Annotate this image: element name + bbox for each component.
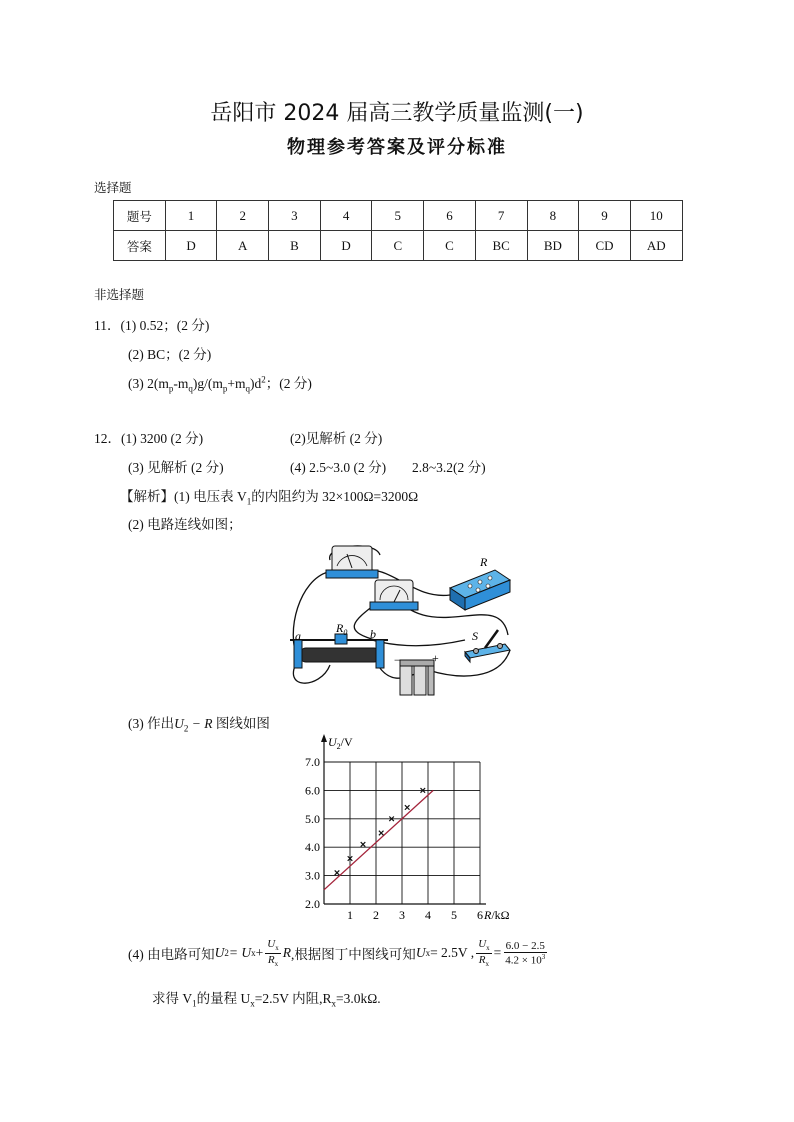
- answer-table: [113, 200, 683, 261]
- chart-grid: [324, 762, 480, 904]
- table-row-numbers: [114, 201, 683, 231]
- table-cell: 10: [630, 201, 682, 231]
- y-tick-label: 7.0: [305, 755, 320, 769]
- label-plus: +: [432, 651, 439, 665]
- x-tick-label: 5: [451, 908, 457, 922]
- table-cell: 7: [475, 201, 527, 231]
- voltmeter-1-icon: [326, 546, 378, 578]
- y-tick-label: 2.0: [305, 897, 320, 911]
- nonchoice-section-label: 非选择题: [94, 287, 145, 302]
- fraction-ux-rx-2: $\frac{U_x}{R_x}$: [478, 938, 490, 968]
- x-tick-label: 6: [477, 908, 483, 922]
- y-tick-label: 5.0: [305, 811, 320, 826]
- table-cell: D: [320, 231, 372, 261]
- x-tick-label: 1: [347, 908, 353, 922]
- circuit-diagram: [280, 540, 520, 702]
- label-S: S: [472, 629, 478, 643]
- label-b: b: [370, 627, 376, 641]
- data-point: [379, 831, 384, 836]
- q12-line-2c: 2.8~3.2(2 分): [412, 460, 486, 475]
- data-point: [361, 842, 366, 847]
- table-cell: BD: [527, 231, 579, 261]
- x-tick-label: 2: [373, 908, 379, 922]
- y-axis-arrow: [321, 734, 327, 742]
- q12-explanation-1: 【解析】(1) 电压表 $V_1$的内阻约为 32×100Ω=3200Ω: [120, 489, 419, 507]
- table-cell: C: [424, 231, 476, 261]
- label-a: a: [295, 629, 301, 643]
- label-R: R: [480, 555, 488, 569]
- row-head-question: 题号: [114, 201, 166, 231]
- table-cell: BC: [475, 231, 527, 261]
- table-cell: 9: [579, 201, 631, 231]
- table-row-answers: [114, 231, 683, 261]
- table-cell: 6: [424, 201, 476, 231]
- q11-line-1: 11．(1) 0.52；(2 分): [94, 318, 210, 333]
- label-minus: −: [394, 653, 401, 667]
- voltmeter-2-icon: [370, 580, 418, 610]
- choice-section-label: 选择题: [94, 180, 132, 195]
- x-axis-label: R/kΩ: [484, 908, 510, 922]
- fraction-numeric: $\frac{6.0 - 2.5}{4.2 \times 10^3}$: [505, 939, 546, 967]
- x-tick-label: 4: [425, 908, 431, 922]
- q11-line-3: (3) $2(m_p-m_q)g/(m_p+m_q)d^2$；(2 分): [128, 374, 312, 394]
- row-head-answer: 答案: [114, 231, 166, 261]
- q12-line-1a: 12．(1) 3200 (2 分): [94, 431, 204, 446]
- table-cell: C: [372, 231, 424, 261]
- page-subtitle: 物理参考答案及评分标准: [287, 137, 507, 158]
- chart-marks: [324, 788, 433, 890]
- y-tick-label: 6.0: [305, 783, 320, 798]
- table-cell: 1: [165, 201, 217, 231]
- y-tick-label: 3.0: [305, 868, 320, 883]
- table-cell: 2: [217, 201, 269, 231]
- data-point: [335, 870, 340, 875]
- table-cell: A: [217, 231, 269, 261]
- data-point: [405, 805, 410, 810]
- fit-line: [324, 790, 433, 889]
- y-axis-label: $U_2/V$: [328, 735, 353, 751]
- q12-explanation-2: (2) 电路连线如图；: [128, 517, 242, 532]
- q12-number: 12．: [94, 431, 121, 446]
- table-cell: D: [165, 231, 217, 261]
- table-cell: AD: [630, 231, 682, 261]
- resistance-box-icon: [450, 570, 510, 610]
- label-R0: $R_0$: [336, 621, 348, 637]
- table-cell: 8: [527, 201, 579, 231]
- table-cell: B: [269, 231, 321, 261]
- q12-step-3: (3) 作出$U_2 - R$ 图线如图: [128, 716, 270, 734]
- table-cell: 4: [320, 201, 372, 231]
- q12-line-2b: (4) 2.5~3.0 (2 分): [290, 460, 387, 475]
- y-tick-label: 4.0: [305, 840, 320, 855]
- page-title: 岳阳市 2024 届高三教学质量监测(一): [210, 101, 584, 126]
- q12-line-1b: (2)见解析 (2 分): [290, 431, 383, 446]
- q11-number: 11．: [94, 318, 121, 333]
- table-cell: 3: [269, 201, 321, 231]
- q11-line-2: (2) BC；(2 分): [128, 347, 212, 362]
- table-cell: CD: [579, 231, 631, 261]
- x-tick-label: 3: [399, 908, 405, 922]
- q12-step-5: 求得 $V_1$的量程 $U_x=2.5V$ 内阻$,R_x=3.0k\Omega$.: [152, 991, 381, 1009]
- u2-r-chart: [280, 728, 530, 928]
- q12-line-2a: (3) 见解析 (2 分): [128, 460, 224, 475]
- q12-step-4: (4) 由电路可知 U 2 = U x + $\frac{U_x}{R_x}$ R ,根据图丁中图线可知 U x = 2.5V , $\frac{U_x}{R_x}$ = $\frac{6.0 - 2.5}{4.2 \times 10^3}$: [128, 938, 546, 968]
- chart-tick-labels: [305, 755, 483, 922]
- table-cell: 5: [372, 201, 424, 231]
- fraction-ux-rx: $\frac{U_x}{R_x}$: [267, 938, 279, 968]
- battery-icon: [400, 660, 434, 695]
